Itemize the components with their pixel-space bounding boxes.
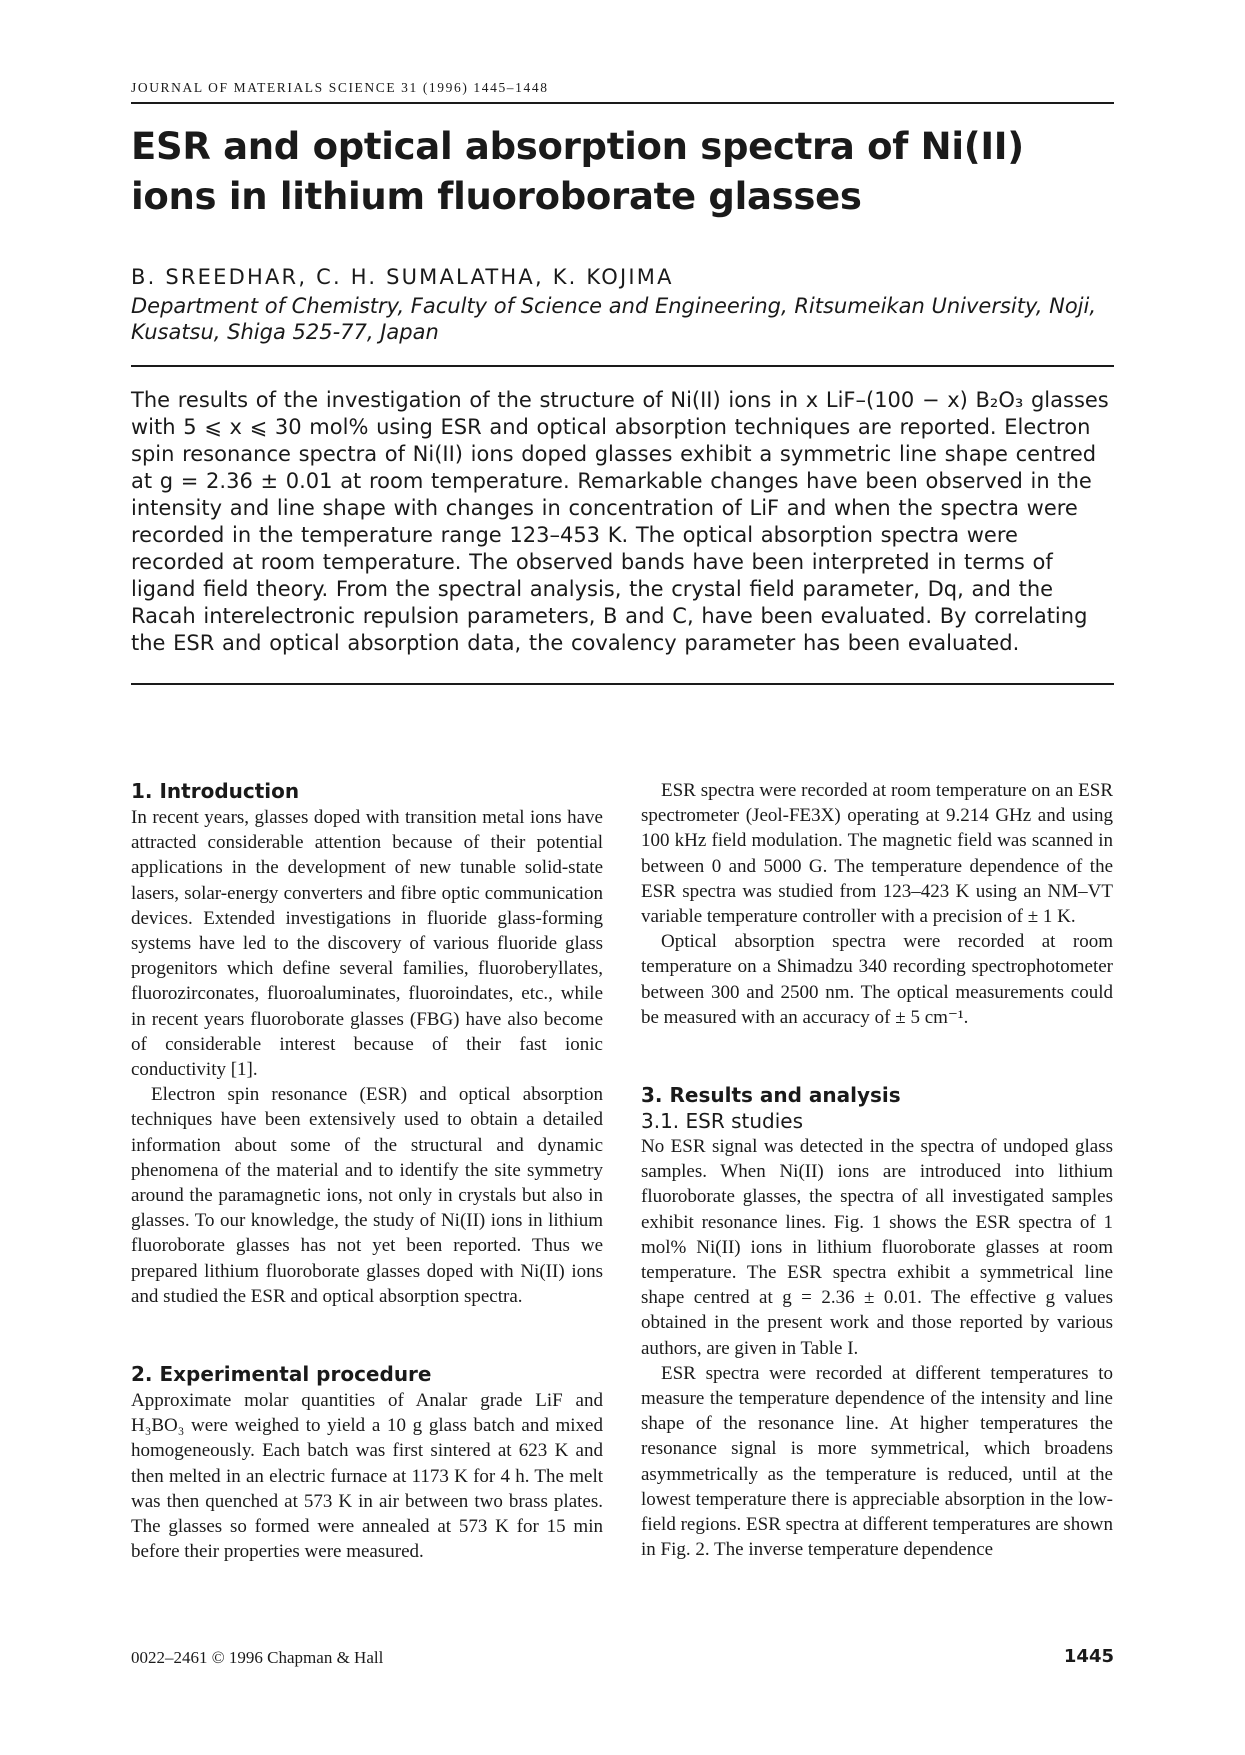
body-paragraph: In recent years, glasses doped with transition metal ions have attracted considerable attention because of their potential applications in the development of new tunable solid-state lasers, solar-energy converters and fibre optic communication devices. Extended investigations in fluoride glass-forming systems have led to the discovery of various fluoride glass progenitors which define several families, fluoroberyllates, fluorozirconates, fluoroaluminates, fluoroindates, etc., while in recent years fluoroborate glasses (FBG) have also become of considerable interest because of their fast ionic conductivity [1]. — [131, 807, 603, 1081]
abstract-text: The results of the investigation of the structure of Ni(II) ions in x LiF–(100 − x) B₂O₃ glasses with 5 ⩽ x ⩽ 30 mol% using ESR and optical absorption techniques are reported. Electron spin resonance spectra of Ni(II) ions doped glasses exhibit a symmetric line shape centred at g = 2.36 ± 0.01 at room temperature. Remarkable changes have been observed in the intensity and line shape with changes in concentration of LiF and when the spectra were recorded in the temperature range 123–453 K. The optical absorption spectra were recorded at room temperature. The observed bands have been interpreted in terms of ligand field theory. From the spectral analysis, the crystal field parameter, Dq, and the Racah interelectronic repulsion parameters, B and C, have been evaluated. By correlating the ESR and optical absorption data, the covalency parameter has been evaluated. — [131, 388, 1109, 655]
paper-title: ESR and optical absorption spectra of Ni(II) ions in lithium fluoroborate glasses — [131, 125, 1024, 218]
page-number: 1445 — [1063, 1646, 1114, 1667]
abstract-bottom-rule — [131, 683, 1114, 685]
section-heading-introduction: 1. Introduction — [131, 779, 300, 803]
section-heading-results: 3. Results and analysis — [641, 1083, 901, 1108]
abstract — [131, 387, 1114, 657]
body-paragraph: Optical absorption spectra were recorded at room temperature on a Shimadzu 340 recording spectrophotometer between 300 and 2500 nm. The optical measurements could be measured with an accuracy of ± 5 cm⁻¹. — [641, 931, 1113, 1028]
author-list: B. SREEDHAR, C. H. SUMALATHA, K. KOJIMA — [131, 265, 674, 289]
body-paragraph: ESR spectra were recorded at room temperature on an ESR spectrometer (Jeol-FE3X) operating at 9.214 GHz and using 100 kHz field modulation. The magnetic field was scanned in between 0 and 5000 G. The temperature dependence of the ESR spectra was studied from 123–423 K using an NM–VT variable temperature controller with a precision of ± 1 K. — [641, 780, 1113, 928]
subsection-heading-esr: 3.1. ESR studies — [641, 1109, 804, 1134]
journal-header: JOURNAL OF MATERIALS SCIENCE 31 (1996) 1445–1448 — [131, 80, 549, 95]
body-paragraph: Approximate molar quantities of Analar grade LiF and H₃BO₃ were weighed to yield a 10 g glass batch and mixed homogeneously. Each batch was first sintered at 623 K and then melted in an electric furnace at 1173 K for 4 h. The melt was then quenched at 573 K in air between two brass plates. The glasses so formed were annealed at 573 K for 15 min before their properties were measured. — [131, 1390, 603, 1563]
footer-issn: 0022–2461 © 1996 Chapman & Hall — [131, 1648, 384, 1667]
right-column — [641, 778, 1113, 1562]
affiliation: Department of Chemistry, Faculty of Science and Engineering, Ritsumeikan University, Noji, Kusatsu, Shiga 525-77, Japan — [131, 294, 1097, 344]
section-heading-experimental: 2. Experimental procedure — [131, 1362, 432, 1387]
body-paragraph: ESR spectra were recorded at different temperatures to measure the temperature dependence of the intensity and line shape of the resonance line. At higher temperatures the resonance signal is more symmetrical, which broadens asymmetrically as the temperature is reduced, until at the lowest temperature there is appreciable absorption in the low-field regions. ESR spectra at different temperatures are shown in Fig. 2. The inverse temperature dependence — [641, 1362, 1113, 1561]
header-rule — [131, 102, 1114, 104]
abstract-top-rule — [131, 365, 1114, 367]
left-column — [131, 778, 603, 1564]
body-paragraph: Electron spin resonance (ESR) and optical absorption techniques have been extensively used to obtain a detailed information about some of the structural and dynamic phenomena of the material and to identify the site symmetry around the paramagnetic ions, not only in crystals but also in glasses. To our knowledge, the study of Ni(II) ions in lithium fluoroborate glasses has not yet been reported. Thus we prepared lithium fluoroborate glasses doped with Ni(II) ions and studied the ESR and optical absorption spectra. — [131, 1084, 603, 1307]
body-paragraph: No ESR signal was detected in the spectra of undoped glass samples. When Ni(II) ions are introduced into lithium fluoroborate glasses, the spectra of all investigated samples exhibit resonance lines. Fig. 1 shows the ESR spectra of 1 mol% Ni(II) ions in lithium fluoroborate glasses at room temperature. The ESR spectra exhibit a symmetrical line shape centred at g = 2.36 ± 0.01. The effective g values obtained in the present work and those reported by various authors, are given in Table I. — [641, 1136, 1113, 1359]
